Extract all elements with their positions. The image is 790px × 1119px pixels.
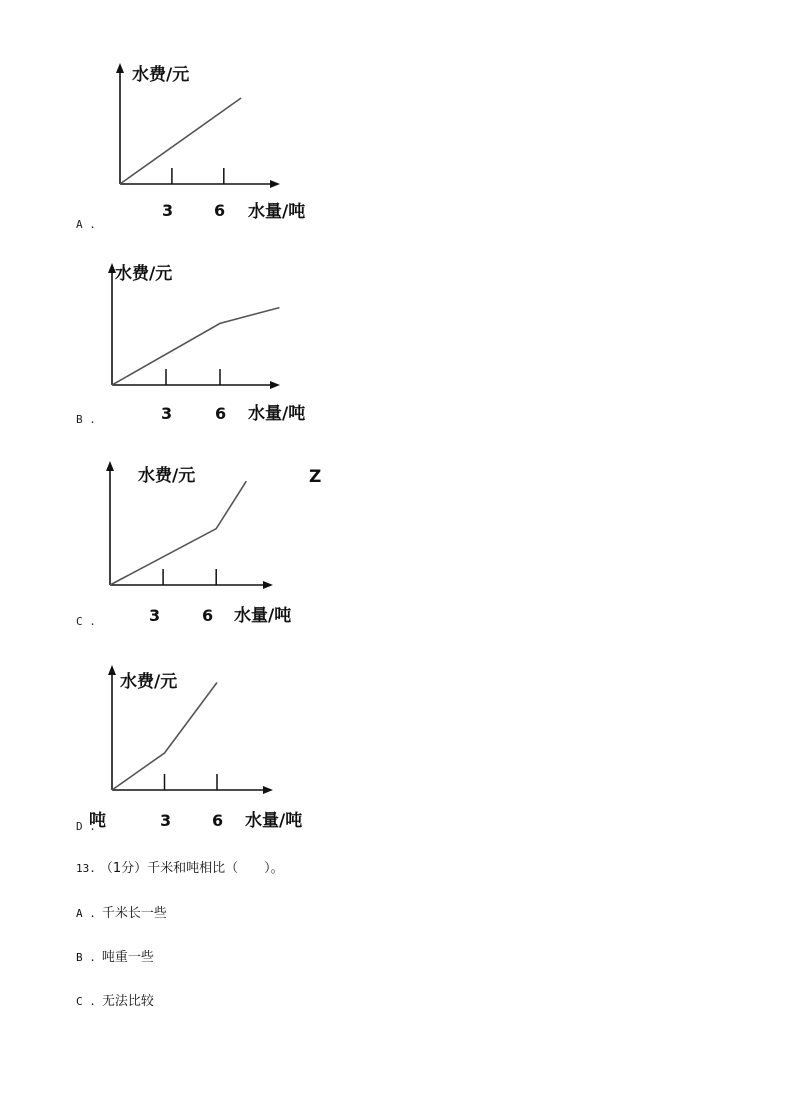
chart-d-xlabel: 水量/吨 (245, 811, 303, 831)
chart-option-c (95, 455, 325, 635)
option-label-c: C . (76, 615, 96, 628)
chart-a-tick-3: 3 (162, 201, 174, 220)
series-line (110, 481, 246, 585)
chart-c-stray-mark: Z (309, 467, 322, 487)
choice-b[interactable] (76, 946, 154, 965)
chart-a-tick-6: 6 (214, 201, 226, 220)
x-axis-arrow (263, 786, 273, 794)
choice-a-letter: A . (76, 907, 96, 920)
x-axis-arrow (270, 180, 280, 188)
series-line (112, 308, 279, 385)
chart-option-d (95, 655, 325, 835)
chart-c-ylabel: 水费/元 (138, 466, 196, 486)
option-label-d: D . (76, 820, 96, 833)
choice-b-text: 吨重一些 (101, 950, 154, 965)
chart-d-tick-6: 6 (212, 811, 224, 830)
chart-option-b (95, 255, 325, 435)
chart-d-tick-3: 3 (160, 811, 172, 830)
chart-a-ylabel: 水费/元 (132, 65, 190, 85)
series-line (120, 98, 241, 184)
chart-c-tick-3: 3 (149, 606, 161, 625)
chart-b-tick-6: 6 (215, 404, 227, 423)
question-text: （1分）千米和吨相比（ ）。 (99, 861, 284, 876)
y-axis-arrow (108, 665, 116, 675)
series-line (112, 683, 217, 791)
choice-b-letter: B . (76, 951, 96, 964)
chart-option-a (95, 55, 325, 235)
chart-a-xlabel: 水量/吨 (248, 202, 306, 222)
option-label-b: B . (76, 413, 96, 426)
chart-c-tick-6: 6 (202, 606, 214, 625)
question-number: 13. (76, 862, 96, 875)
choice-a[interactable] (76, 902, 167, 921)
choice-c-text: 无法比较 (101, 994, 154, 1009)
choice-c-letter: C . (76, 995, 96, 1008)
chart-b-tick-3: 3 (161, 404, 173, 423)
chart-d-ylabel: 水费/元 (120, 672, 178, 692)
choice-a-text: 千米长一些 (101, 906, 167, 921)
choice-c[interactable] (76, 990, 154, 1009)
chart-c-xlabel: 水量/吨 (234, 606, 292, 626)
chart-b-xlabel: 水量/吨 (248, 404, 306, 424)
x-axis-arrow (263, 581, 273, 589)
x-axis-arrow (270, 381, 280, 389)
question-13 (76, 857, 284, 876)
option-label-a: A . (76, 218, 96, 231)
y-axis-arrow (116, 63, 124, 73)
y-axis-arrow (106, 461, 114, 471)
chart-d-stray-mark: 吨 (89, 811, 106, 831)
chart-b-ylabel: 水费/元 (115, 264, 173, 284)
